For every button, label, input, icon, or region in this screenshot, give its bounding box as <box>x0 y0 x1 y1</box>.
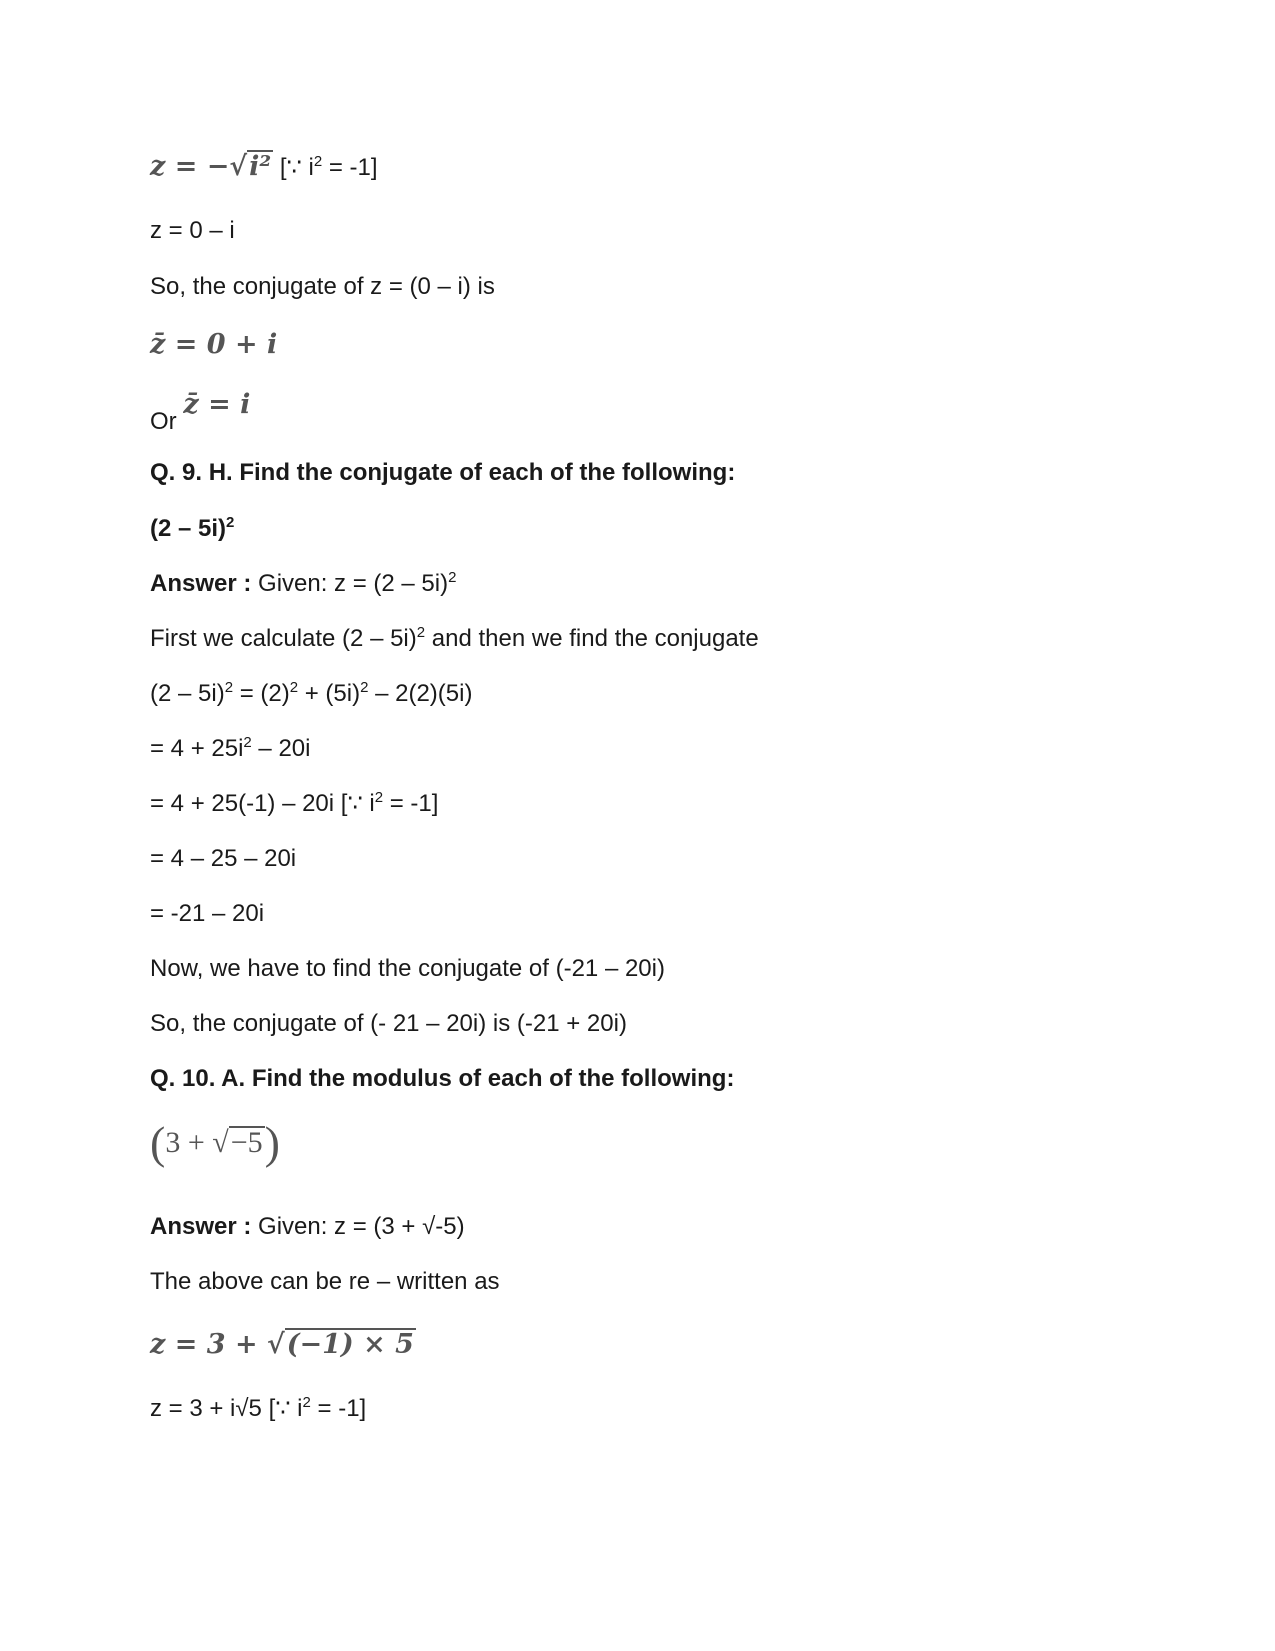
question-9h-title: Q. 9. H. Find the conjugate of each of the following: <box>150 459 736 486</box>
equation-step-1: = $4 + 25i^2 - 20i$ <box>150 734 311 762</box>
answer-10a: Answer : Given: z = (3 + √-5) <box>150 1213 465 1240</box>
question-10a-expression: (3 + √−5) <box>150 1117 280 1168</box>
answer-label: Answer : <box>150 570 252 597</box>
equation-line-2: z = 0 – i <box>150 217 235 244</box>
text-line-conjugate-result: So, the conjugate of (- 21 – 20i) is (-21 + 20i) <box>150 1010 627 1037</box>
equation-step-2: = 4 + 25(-1) – 20i [∵ $i^2 = -1$] <box>150 789 439 817</box>
equation-expansion: $(2 - 5i)^2 = (2)^2 + (5i)^2 - 2(2)(5i)$ <box>150 679 473 707</box>
equation-step-4: = -21 – 20i <box>150 900 265 927</box>
equation-step-3: = 4 – 25 – 20i <box>150 845 297 872</box>
equation-final: z = 3 + i√5 [∵ $i^2 = -1$] <box>150 1394 367 1422</box>
question-10a-title: Q. 10. A. Find the modulus of each of the following: <box>150 1065 735 1092</box>
math-rewrite-formula: z = 3 + √(−1) × 5 <box>150 1329 414 1360</box>
text-line-now: Now, we have to find the conjugate of (-21 – 20i) <box>150 955 665 982</box>
text-line-conjugate: So, the conjugate of z = (0 – i) is <box>150 273 495 300</box>
text-line-first: First we calculate (2 – 5i)$^2$ and then we find the conjugate <box>150 624 759 652</box>
or-line: Or z̄ = i <box>150 389 251 435</box>
answer-label: Answer : <box>150 1213 252 1240</box>
text-line-rewrite: The above can be re – written as <box>150 1268 500 1295</box>
question-9h-expression: (2 – 5i)$^2$ <box>150 514 235 542</box>
math-formula: z = −√i² <box>150 151 272 182</box>
answer-9h: Answer : Given: z = (2 – 5i)$^2$ <box>150 569 457 597</box>
math-conjugate-result: z̄ = 0 + i <box>150 329 278 360</box>
equation-line-1: z = −√i² [∵ $i^2 = -1$] <box>150 151 378 182</box>
